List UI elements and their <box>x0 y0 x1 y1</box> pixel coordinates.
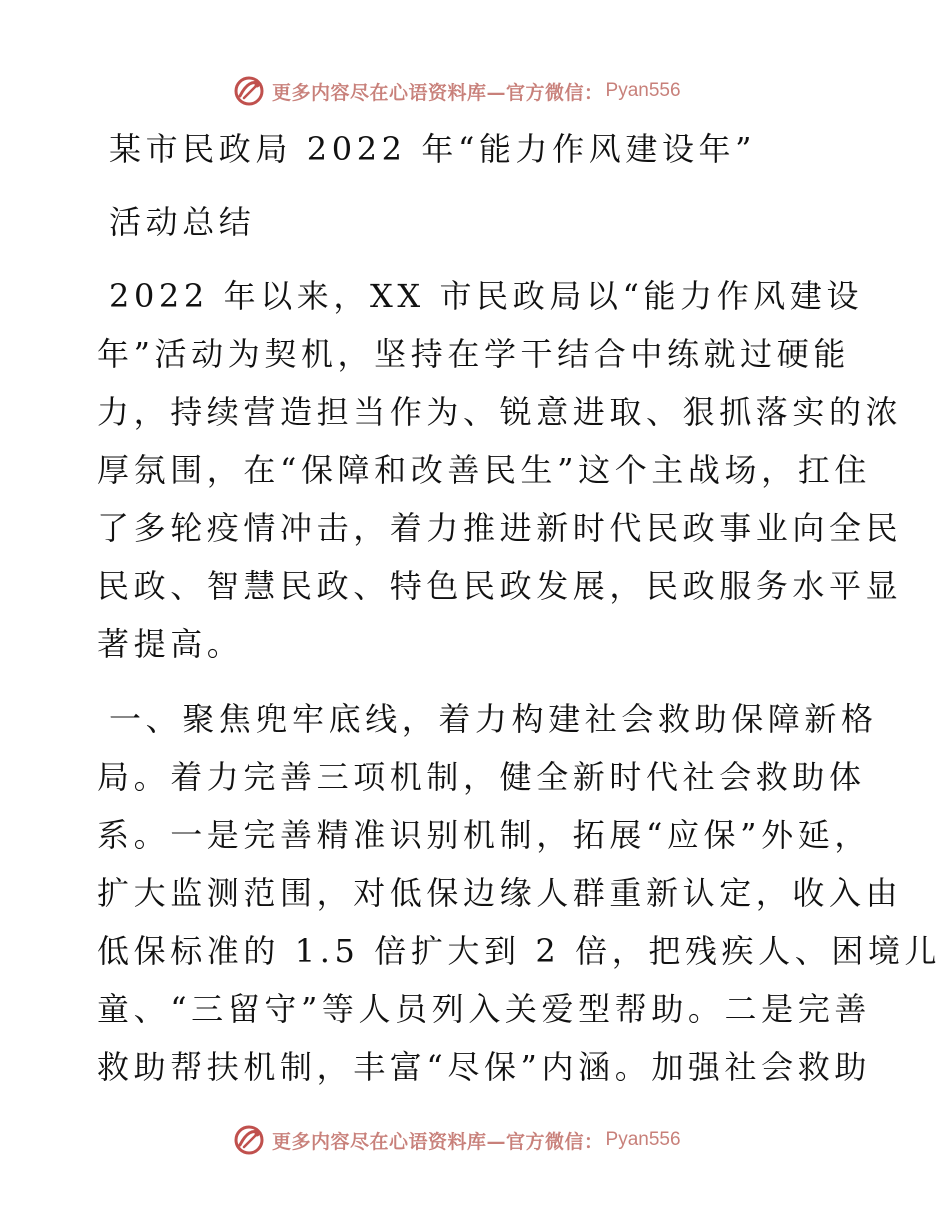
watermark-banner-bottom <box>232 1122 681 1158</box>
watermark-text: 更多内容尽在心语资料库—官方微信： <box>272 81 604 104</box>
paragraph-2-line: 系。一是完善精准识别机制，拓展“应保”外延， <box>97 816 871 854</box>
watermark-handle: Pyan556 <box>605 1129 681 1150</box>
paragraph-1-line: 了多轮疫情冲击，着力推进新时代民政事业向全民 <box>97 509 903 547</box>
document-title-line-2: 活动总结 <box>109 203 256 241</box>
paragraph-2-line: 低保标准的 1.5 倍扩大到 2 倍，把残疾人、困境儿 <box>97 932 942 970</box>
brand-logo-icon <box>232 1123 266 1157</box>
paragraph-2-line: 童、“三留守”等人员列入关爱型帮助。二是完善 <box>97 990 871 1028</box>
paragraph-1-line: 著提高。 <box>97 625 244 663</box>
brand-logo-icon <box>232 74 266 108</box>
paragraph-2-line: 一、聚焦兜牢底线，着力构建社会救助保障新格 <box>109 700 878 738</box>
paragraph-2-line: 扩大监测范围，对低保边缘人群重新认定，收入由 <box>97 874 903 912</box>
paragraph-2-line: 局。着力完善三项机制，健全新时代社会救助体 <box>97 758 866 796</box>
paragraph-2-line: 救助帮扶机制，丰富“尽保”内涵。加强社会救助 <box>97 1048 871 1086</box>
watermark-banner-top <box>232 73 681 109</box>
watermark-text: 更多内容尽在心语资料库—官方微信： <box>272 1130 604 1153</box>
paragraph-1-line: 厚氛围，在“保障和改善民生”这个主战场，扛住 <box>97 451 871 489</box>
paragraph-1-line: 力，持续营造担当作为、锐意进取、狠抓落实的浓 <box>97 393 903 431</box>
paragraph-1-line: 年”活动为契机，坚持在学干结合中练就过硬能 <box>97 335 850 373</box>
paragraph-1-line: 民政、智慧民政、特色民政发展，民政服务水平显 <box>97 567 903 605</box>
document-title-line-1: 某市民政局 2022 年“能力作风建设年” <box>109 130 757 168</box>
paragraph-1-line: 2022 年以来，XX 市民政局以“能力作风建设 <box>109 277 864 315</box>
watermark-handle: Pyan556 <box>605 80 681 101</box>
